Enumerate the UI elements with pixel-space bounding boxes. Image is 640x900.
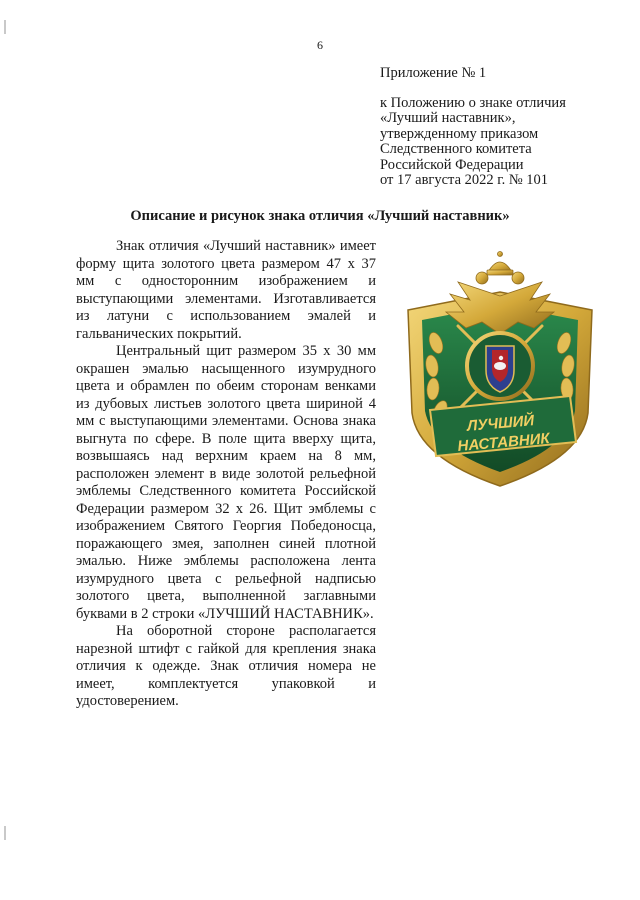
appendix-block bbox=[380, 66, 620, 189]
paragraph-shape: Знак отличия «Лучший наставник» имеет форму щита золотого цвета размером 47 х 37 мм с односторонним изображением и выступающими элементами. Изготавливается из латуни с использованием эмалей и гальванических покрытий. bbox=[76, 238, 376, 342]
appendix-line: к Положению о знаке отличия bbox=[380, 94, 566, 111]
appendix-line: утвержденному приказом bbox=[380, 125, 539, 142]
crown-icon bbox=[487, 252, 513, 276]
ribbon-line-1: ЛУЧШИЙ bbox=[466, 412, 535, 435]
scan-mark bbox=[4, 826, 6, 840]
page-number: 6 bbox=[317, 38, 323, 52]
ribbon-line-2: НАСТАВНИК bbox=[456, 430, 551, 456]
appendix-line: Российской Федерации bbox=[380, 156, 524, 173]
appendix-line: Следственного комитета bbox=[380, 141, 532, 157]
appendix-line: «Лучший наставник», bbox=[380, 110, 516, 126]
appendix-line: от 17 августа 2022 г. № 101 bbox=[380, 172, 549, 188]
document-heading: Описание и рисунок знака отличия «Лучший наставник» bbox=[130, 208, 510, 224]
appendix-title: Приложение № 1 bbox=[380, 65, 487, 81]
badge-image bbox=[400, 248, 600, 488]
paragraph-reverse: На оборотной стороне располагается нарезной штифт с гайкой для крепления знака отличия к одежде. Знак отличия номера не имеет, комплектуется упаковкой и удостоверением. bbox=[76, 623, 376, 709]
description-text bbox=[76, 238, 376, 711]
scan-mark bbox=[4, 20, 6, 34]
paragraph-design: Центральный щит размером 35 х 30 мм окрашен эмалью насыщенного изумрудного цвета и обрамлен по обеим сторонам венками из дубовых листьев золотого цвета шириной 4 мм с выступающими элементами. Основа знака выгнута по сфере. В поле щита вверху щита, возвышаясь над верхним краем на 8 мм, расположен элемент в виде золотой рельефной эмблемы Следственного комитета Российской Федерации размером 32 х 26. Щит эмблемы с изображением Святого Георгия Победоносца, поражающего змея, заполнен синей плотной эмалью. Ниже эмблемы расположена лента изумрудного цвета с рельефной надписью золотого цвета, выполненной заглавными буквами в 2 строки «ЛУЧШИЙ НАСТАВНИК». bbox=[76, 343, 376, 622]
eagle-emblem-icon bbox=[446, 272, 554, 334]
